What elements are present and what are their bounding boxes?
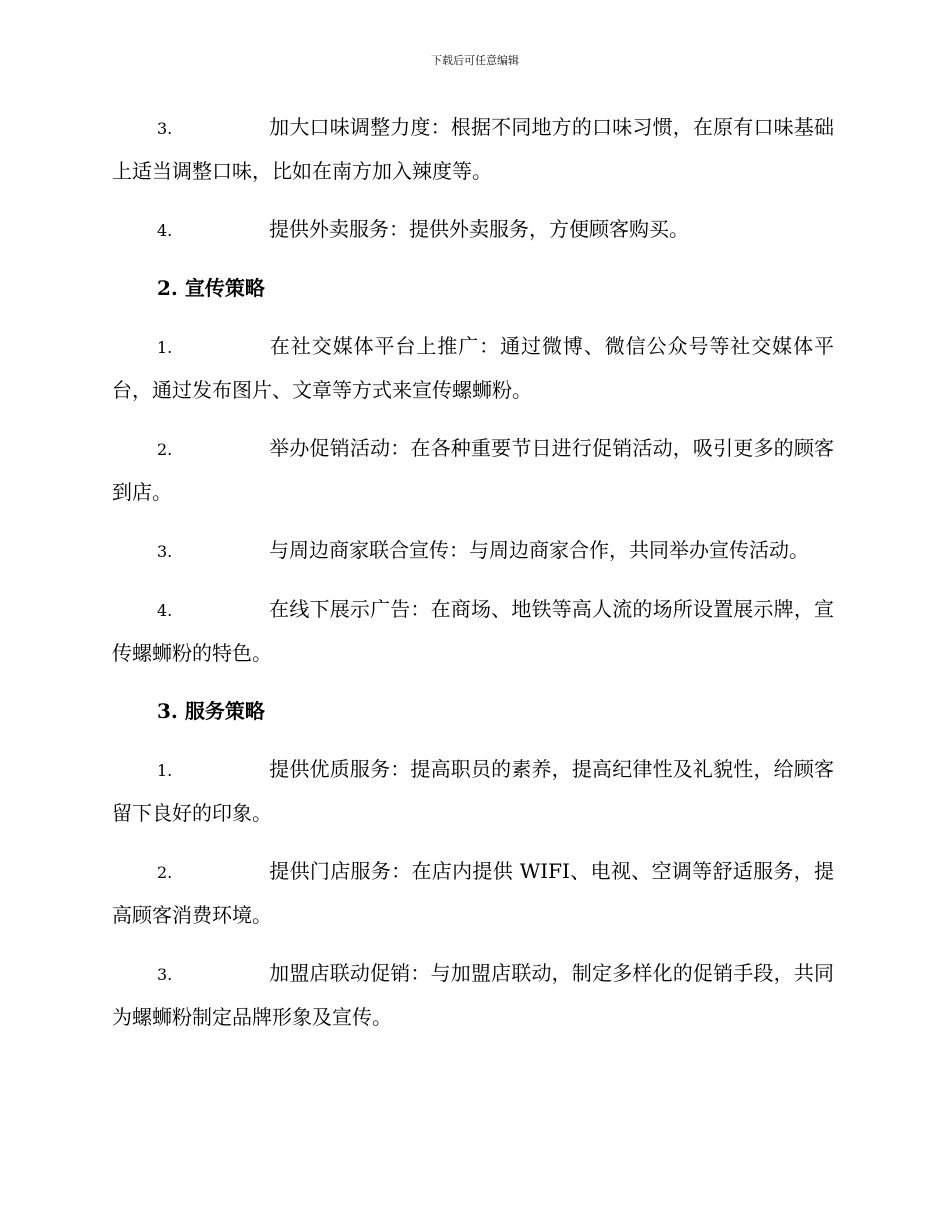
list-item-text: 在社交媒体平台上推广：通过微博、微信公众号等社交媒体平台，通过发布图片、文章等方式来宣传螺蛳粉。 [112, 334, 834, 402]
list-item-text: 与周边商家联合宣传：与周边商家合作，共同举办宣传活动。 [269, 538, 809, 562]
list-item-number: 2. [157, 863, 173, 882]
list-item [112, 588, 834, 675]
list-item-text: 提供优质服务：提高职员的素养，提高纪律性及礼貌性，给顾客留下良好的印象。 [112, 757, 834, 825]
list-item-number: 1. [157, 338, 173, 357]
list-item [112, 850, 834, 937]
list-item-number: 4. [157, 601, 173, 620]
list-item-number: 3. [157, 965, 173, 984]
list-item-number: 1. [157, 761, 173, 780]
list-item-text: 加大口味调整力度：根据不同地方的口味习惯，在原有口味基础上适当调整口味，比如在南方加入辣度等。 [112, 115, 834, 183]
list-item-number: 4. [157, 221, 173, 240]
page-header: 下载后可任意编辑 [431, 54, 519, 67]
list-item-text: 提供外卖服务：提供外卖服务，方便顾客购买。 [269, 217, 689, 241]
list-item-text: 提供门店服务：在店内提供 WIFI、电视、空调等舒适服务，提高顾客消费环境。 [112, 859, 834, 927]
list-item [112, 529, 834, 573]
list-item-number: 3. [157, 542, 173, 561]
list-item [112, 106, 834, 193]
list-item-text: 举办促销活动：在各种重要节日进行促销活动，吸引更多的顾客到店。 [112, 436, 834, 504]
list-item [112, 748, 834, 835]
list-item-text: 在线下展示广告：在商场、地铁等高人流的场所设置展示牌，宣传螺蛳粉的特色。 [112, 597, 834, 665]
list-item [112, 208, 834, 252]
section-heading: 2. 宣传策略 [157, 276, 265, 300]
list-item [112, 325, 834, 412]
list-item-text: 加盟店联动促销：与加盟店联动，制定多样化的促销手段，共同为螺蛳粉制定品牌形象及宣传。 [112, 961, 834, 1029]
section-heading: 3. 服务策略 [157, 699, 265, 723]
list-item-number: 2. [157, 440, 173, 459]
list-item-number: 3. [157, 119, 173, 138]
document-body [112, 106, 834, 1054]
list-item [112, 427, 834, 514]
list-item [112, 952, 834, 1039]
